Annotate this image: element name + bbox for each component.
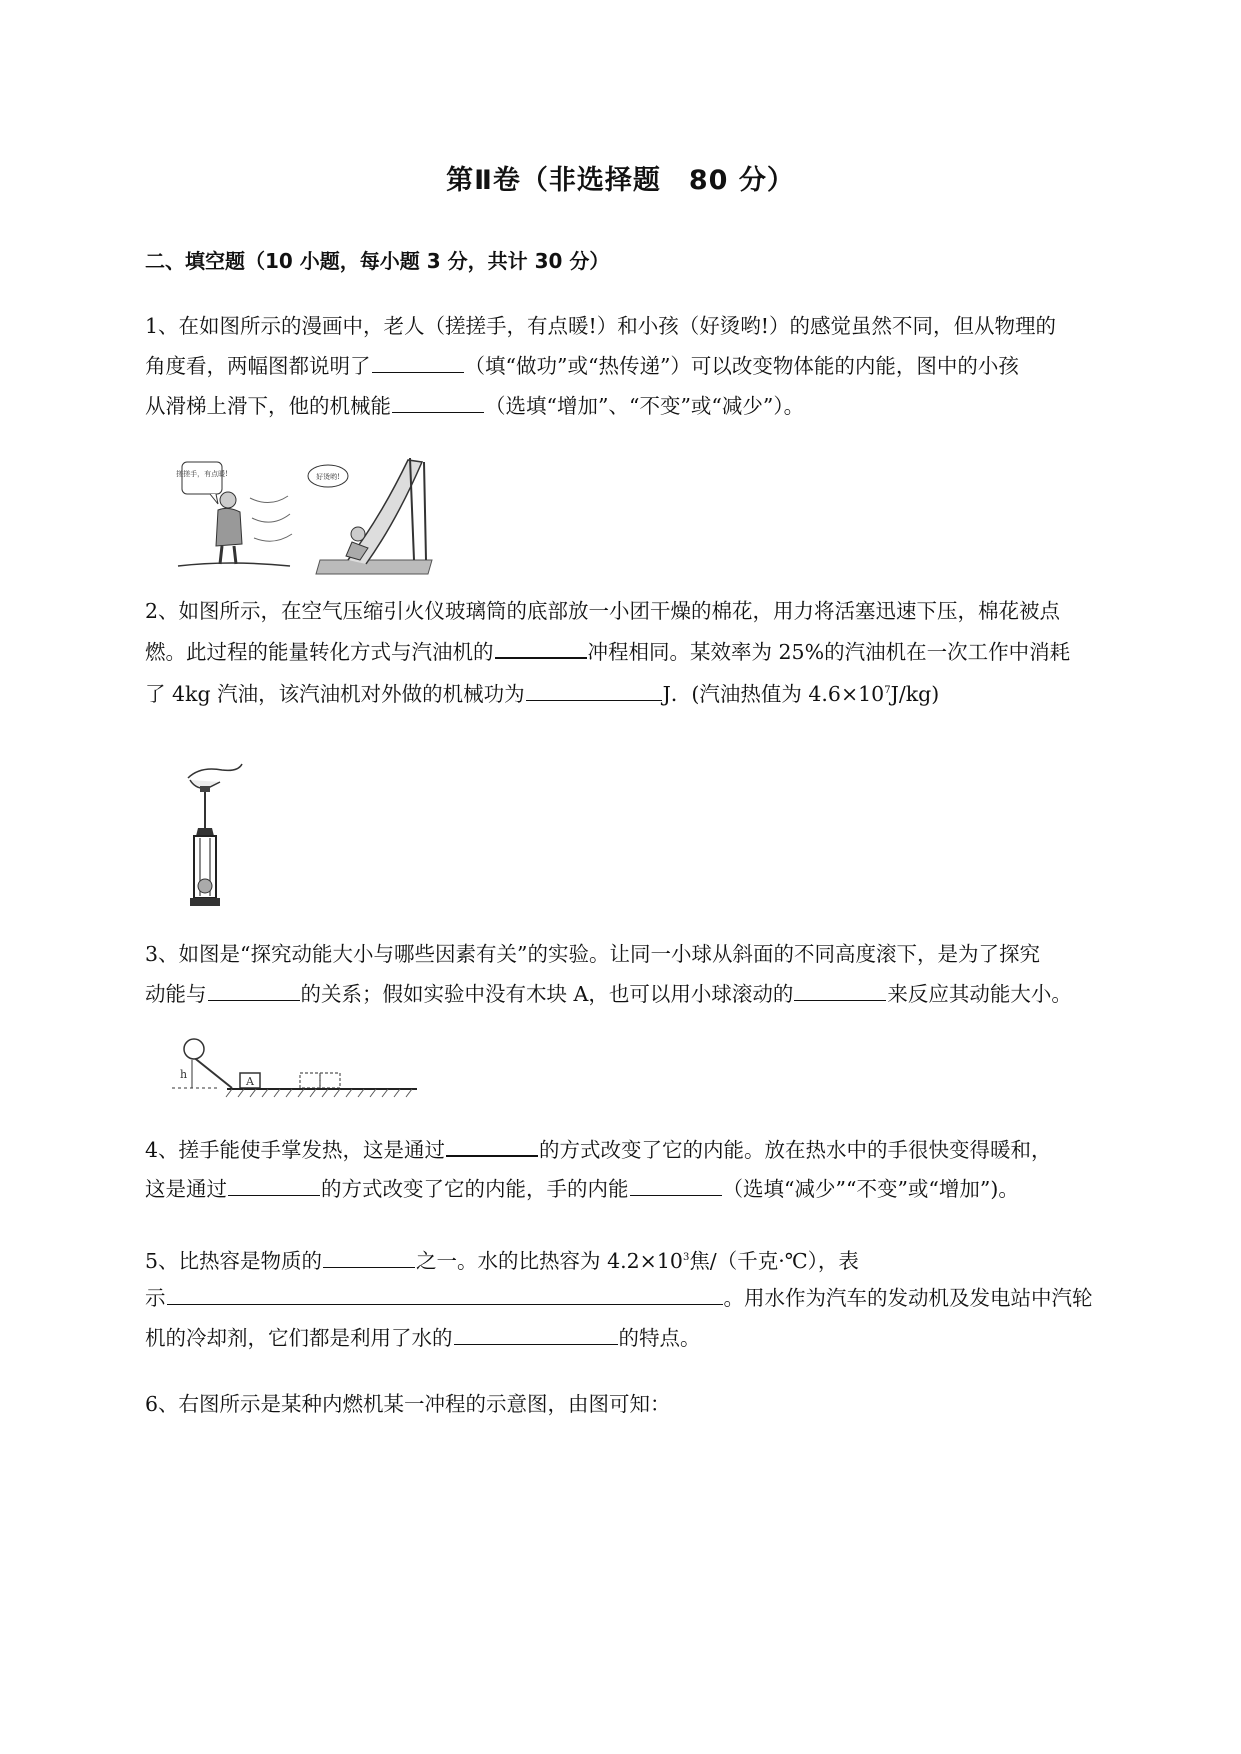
q1-line-1: 1、在如图所示的漫画中，老人（搓搓手，有点暖!）和小孩（好烫哟!）的感觉虽然不同，但从物理的 — [145, 314, 1057, 338]
q4-line-2 — [145, 1169, 1145, 1209]
q2-text: 燃。此过程的能量转化方式与汽油机的 — [145, 640, 494, 664]
answer-blank[interactable] — [372, 346, 464, 373]
answer-blank[interactable] — [228, 1169, 320, 1196]
air-compression-igniter-illustration — [180, 758, 260, 908]
answer-blank[interactable] — [208, 974, 300, 1001]
answer-blank[interactable] — [630, 1169, 722, 1196]
q3-line-2 — [145, 974, 1145, 1014]
q5-text: 焦/（千克·℃），表 — [689, 1248, 859, 1273]
bubble-old-text: 搓搓手，有点暖! — [176, 470, 228, 478]
q1-text: 从滑梯上滑下，他的机械能 — [145, 394, 391, 418]
q5-text: 5、比热容是物质的 — [145, 1248, 323, 1273]
section-heading: 二、填空题（10 小题，每小题 3 分，共计 30 分） — [145, 249, 610, 273]
answer-blank[interactable] — [526, 674, 662, 701]
question-3 — [145, 934, 1145, 1014]
q5-line-1 — [145, 1238, 1145, 1278]
q4-text: 的方式改变了它的内能。放在热水中的手很快变得暖和， — [539, 1138, 1052, 1162]
q1-text: （选填“增加”、“不变”或“减少”）。 — [485, 394, 805, 418]
q4-text: 的方式改变了它的内能，手的内能 — [321, 1177, 629, 1201]
q5-text: 示 — [145, 1286, 166, 1310]
q5-text: 的特点。 — [618, 1326, 701, 1350]
answer-blank[interactable] — [446, 1129, 538, 1157]
q2-line-3 — [145, 671, 1145, 711]
question-4 — [145, 1129, 1145, 1209]
q5-text: 之一。水的比热容为 4.2×10 — [416, 1248, 683, 1273]
q3-line-1: 3、如图是“探究动能大小与哪些因素有关”的实验。让同一小球从斜面的不同高度滚下，是为了探究 — [145, 942, 1041, 966]
q3-text: 来反应其动能大小。 — [887, 982, 1072, 1006]
q5-line-3 — [145, 1318, 1145, 1358]
q2-line-1: 2、如图所示，在空气压缩引火仪玻璃筒的底部放一小团干燥的棉花，用力将活塞迅速下压，棉花被点 — [145, 599, 1061, 623]
q2-text: J/kg) — [890, 681, 940, 706]
q1-line-2 — [145, 346, 1145, 386]
page-title: 第Ⅱ卷（非选择题 80 分） — [446, 165, 795, 196]
q6-line-1: 6、右图所示是某种内燃机某一冲程的示意图，由图可知： — [145, 1392, 671, 1416]
q1-text: （填“做功”或“热传递”）可以改变物体能的内能，图中的小孩 — [464, 354, 1019, 378]
q4-text: 4、搓手能使手掌发热，这是通过 — [145, 1138, 446, 1162]
answer-blank[interactable] — [794, 974, 886, 1001]
q5-line-2 — [145, 1278, 1145, 1318]
exponent: 3 — [682, 1252, 690, 1263]
question-1 — [145, 306, 1145, 426]
question-2 — [145, 591, 1145, 711]
q4-line-1 — [145, 1129, 1145, 1169]
q1-cartoon-illustration — [170, 448, 440, 578]
q1-text: 角度看，两幅图都说明了 — [145, 354, 371, 378]
q3-text: 的关系；假如实验中没有木块 A，也可以用小球滚动的 — [300, 982, 794, 1006]
q2-text: J．(汽油热值为 4.6×10 — [662, 681, 885, 706]
question-5 — [145, 1238, 1145, 1358]
q1-line-3 — [145, 386, 1145, 426]
q5-text: 机的冷却剂，它们都是利用了水的 — [145, 1326, 453, 1350]
answer-blank[interactable] — [454, 1318, 618, 1345]
answer-blank[interactable] — [392, 386, 484, 413]
q2-line-2 — [145, 631, 1145, 671]
exponent: 7 — [884, 685, 891, 696]
height-label: h — [180, 1068, 188, 1081]
question-6 — [145, 1384, 1145, 1424]
q2-text: 了 4kg 汽油，该汽油机对外做的机械功为 — [145, 681, 525, 706]
q5-text: 。用水作为汽车的发动机及发电站中汽轮 — [723, 1286, 1093, 1310]
ramp-experiment-illustration — [172, 1038, 422, 1100]
q3-text: 动能与 — [145, 982, 207, 1006]
block-a-label: A — [246, 1075, 254, 1088]
q4-text: （选填“减少”“不变”或“增加”)。 — [722, 1177, 1019, 1201]
q2-text: 冲程相同。某效率为 25%的汽油机在一次工作中消耗 — [587, 640, 1071, 664]
q4-text: 这是通过 — [145, 1177, 227, 1201]
answer-blank[interactable] — [167, 1278, 723, 1305]
answer-blank[interactable] — [323, 1241, 415, 1268]
bubble-kid-text: 好烫哟! — [316, 473, 340, 481]
answer-blank[interactable] — [495, 631, 587, 659]
